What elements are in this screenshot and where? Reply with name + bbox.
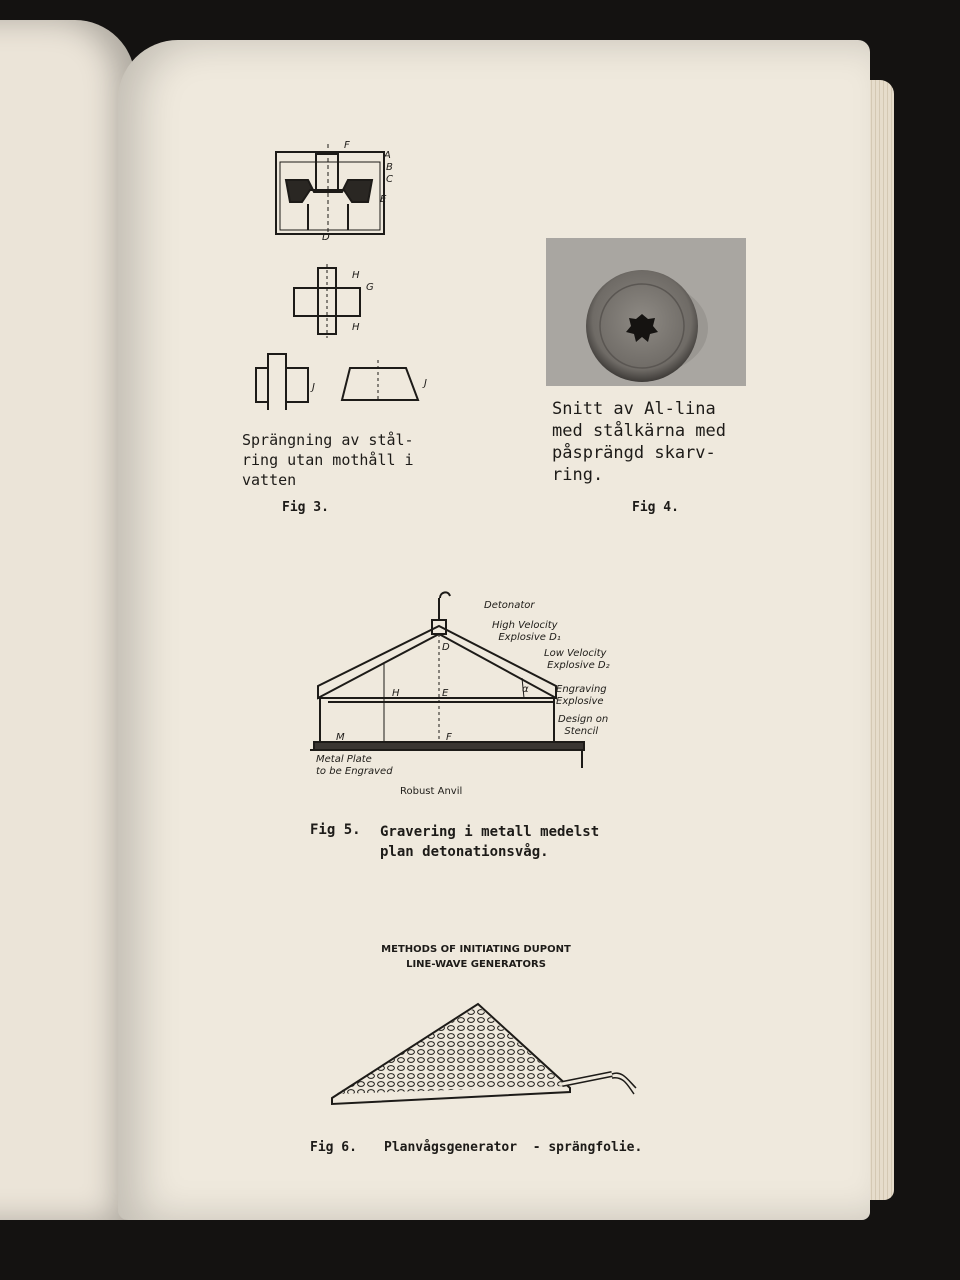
svg-text:A: A xyxy=(384,150,391,161)
fig3-caption: Sprängning av stål- ring utan mothåll i vatten xyxy=(242,431,414,489)
fig6-diagram xyxy=(326,1000,646,1110)
fig5-high-velocity-label: High Velocity Explosive D₁ xyxy=(492,620,561,643)
fig5-design-label: Design on Stencil xyxy=(558,714,609,737)
left-page xyxy=(0,20,135,1220)
svg-text:D: D xyxy=(322,232,330,243)
svg-text:B: B xyxy=(386,162,393,173)
fig5-letter-h: H xyxy=(392,688,400,699)
fig6-heading: METHODS OF INITIATING DUPONT LINE-WAVE GENERATORS xyxy=(381,944,571,970)
fig4-caption: Snitt av Al-lina med stålkärna med påsprängd skarv- ring. xyxy=(552,399,726,485)
fig5-engraving-label: Engraving Explosive xyxy=(556,684,607,707)
fig4-photo xyxy=(546,238,746,386)
fig6-caption: Planvågsgenerator - sprängfolie. xyxy=(384,1140,643,1155)
fig5-letter-d: D xyxy=(442,642,450,653)
fig3-letter-f: F xyxy=(344,140,350,151)
fig5-letter-f: F xyxy=(446,732,452,743)
fig5-letter-e: E xyxy=(442,688,449,699)
fig5-low-velocity-label: Low Velocity Explosive D₂ xyxy=(544,648,610,671)
fig5-caption: Gravering i metall medelst plan detonationsvåg. xyxy=(380,824,600,860)
svg-text:J: J xyxy=(312,382,315,393)
fig5-metal-plate-label: Metal Plate to be Engraved xyxy=(316,754,393,777)
svg-text:C: C xyxy=(386,174,393,185)
svg-text:G: G xyxy=(366,282,374,293)
fig3-drawing xyxy=(248,140,448,410)
fig5-label: Fig 5. xyxy=(310,822,361,838)
fig6-label: Fig 6. xyxy=(310,1140,357,1155)
svg-text:J: J xyxy=(424,378,427,389)
svg-text:H: H xyxy=(352,270,360,281)
fig3-label: Fig 3. xyxy=(282,500,329,515)
fig5-detonator-label: Detonator xyxy=(484,600,535,611)
svg-text:E: E xyxy=(380,194,387,205)
fig5-anvil-label: Robust Anvil xyxy=(400,786,463,797)
fig5-letter-alpha: α xyxy=(522,684,529,695)
fig4-label: Fig 4. xyxy=(632,500,679,515)
svg-text:H: H xyxy=(352,322,360,333)
fig5-letter-m: M xyxy=(336,732,345,743)
